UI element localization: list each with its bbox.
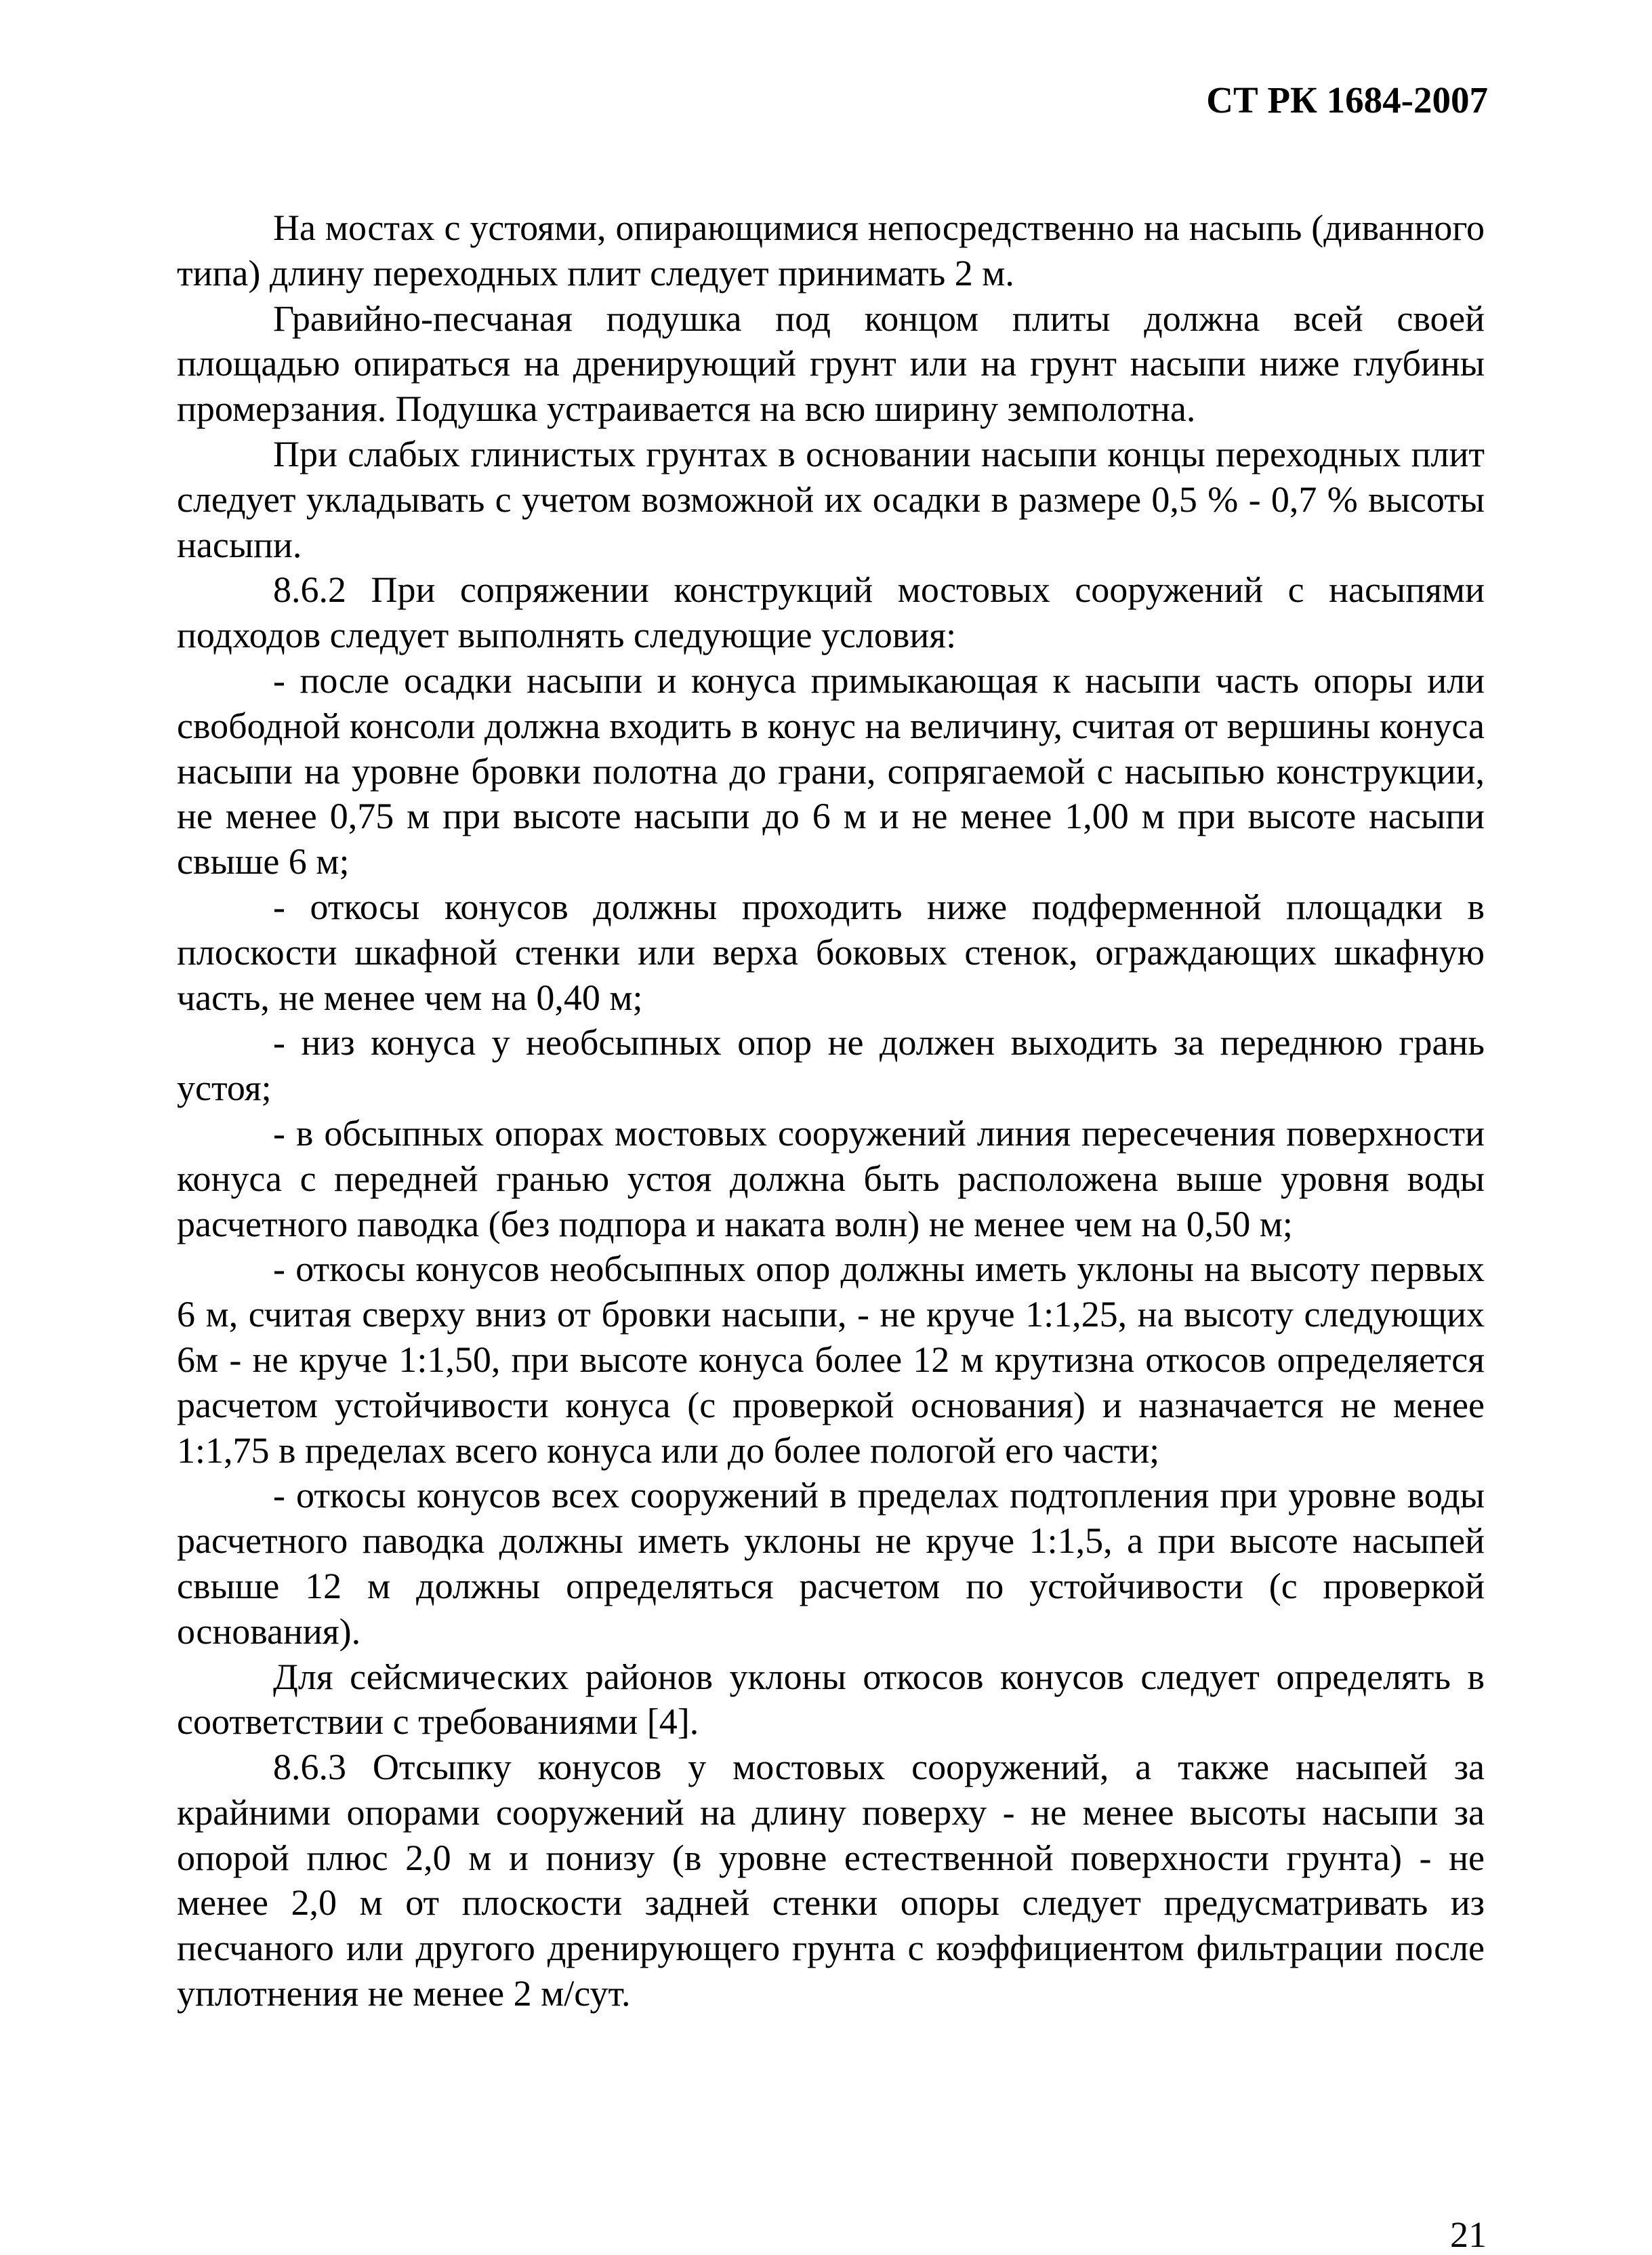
list-item: - откосы конусов всех сооружений в пределах подтопления при уровне воды расчетного паводка должны иметь уклоны не круче 1:1,5, а при высоте насыпей свыше 12 м должны определяться расчетом по устойчивости (с проверкой основания). bbox=[177, 1475, 1485, 1652]
paragraph: 8.6.3 Отсыпку конусов у мостовых сооружений, а также насыпей за крайними опорами сооружений на длину поверху - не менее высоты насыпи за опорой плюс 2,0 м и понизу (в уровне естественной поверхности грунта) - не менее 2,0 м от плоскости задней стенки опоры следует предусматривать из песчаного или другого дренирующего грунта с коэффициентом фильтрации после уплотнения не менее 2 м/сут. bbox=[177, 1747, 1485, 2014]
paragraph: На мостах с устоями, опирающимися непосредственно на насыпь (диванного типа) длину переходных плит следует принимать 2 м. bbox=[177, 207, 1485, 293]
paragraph: При слабых глинистых грунтах в основании насыпи концы переходных плит следует укладывать с учетом возможной их осадки в размере 0,5 % - 0,7 % высоты насыпи. bbox=[177, 433, 1485, 565]
list-item: - низ конуса у необсыпных опор не должен выходить за переднюю грань устоя; bbox=[177, 1022, 1485, 1109]
list-item: - в обсыпных опорах мостовых сооружений линия пересечения поверхности конуса с передней гранью устоя должна быть расположена выше уровня воды расчетного паводка (без подпора и наката волн) не менее чем на 0,50 м; bbox=[177, 1112, 1485, 1244]
document-header: СТ РК 1684-2007 bbox=[1206, 79, 1488, 121]
list-item: - после осадки насыпи и конуса примыкающая к насыпи часть опоры или свободной консоли должна входить в конус на величину, считая от вершины конуса насыпи на уровне бровки полотна до грани, сопрягаемой с насыпью конструкции, не менее 0,75 м при высоте насыпи до 6 м и не менее 1,00 м при высоте насыпи свыше 6 м; bbox=[177, 659, 1485, 882]
paragraph: Гравийно-песчаная подушка под концом плиты должна всей своей площадью опираться на дренирующий грунт или на грунт насыпи ниже глубины промерзания. Подушка устраивается на всю ширину земполотна. bbox=[177, 298, 1485, 430]
paragraph: 8.6.2 При сопряжении конструкций мостовых сооружений с насыпями подходов следует выполнять следующие условия: bbox=[177, 569, 1485, 656]
page-number: 21 bbox=[1450, 2214, 1487, 2255]
list-item: - откосы конусов необсыпных опор должны иметь уклоны на высоту первых 6 м, считая сверху вниз от бровки насыпи, - не круче 1:1,25, на высоту следующих 6м - не круче 1:1,50, при высоте конуса более 12 м крутизна откосов определяется расчетом устойчивости конуса (с проверкой основания) и назначается не менее 1:1,75 в пределах всего конуса или до более пологой его части; bbox=[177, 1248, 1485, 1471]
document-body bbox=[177, 205, 1485, 2016]
paragraph: Для сейсмических районов уклоны откосов конусов следует определять в соответствии с требованиями [4]. bbox=[177, 1656, 1485, 1743]
list-item: - откосы конусов должны проходить ниже подферменной площадки в плоскости шкафной стенки или верха боковых стенок, ограждающих шкафную часть, не менее чем на 0,40 м; bbox=[177, 886, 1485, 1018]
